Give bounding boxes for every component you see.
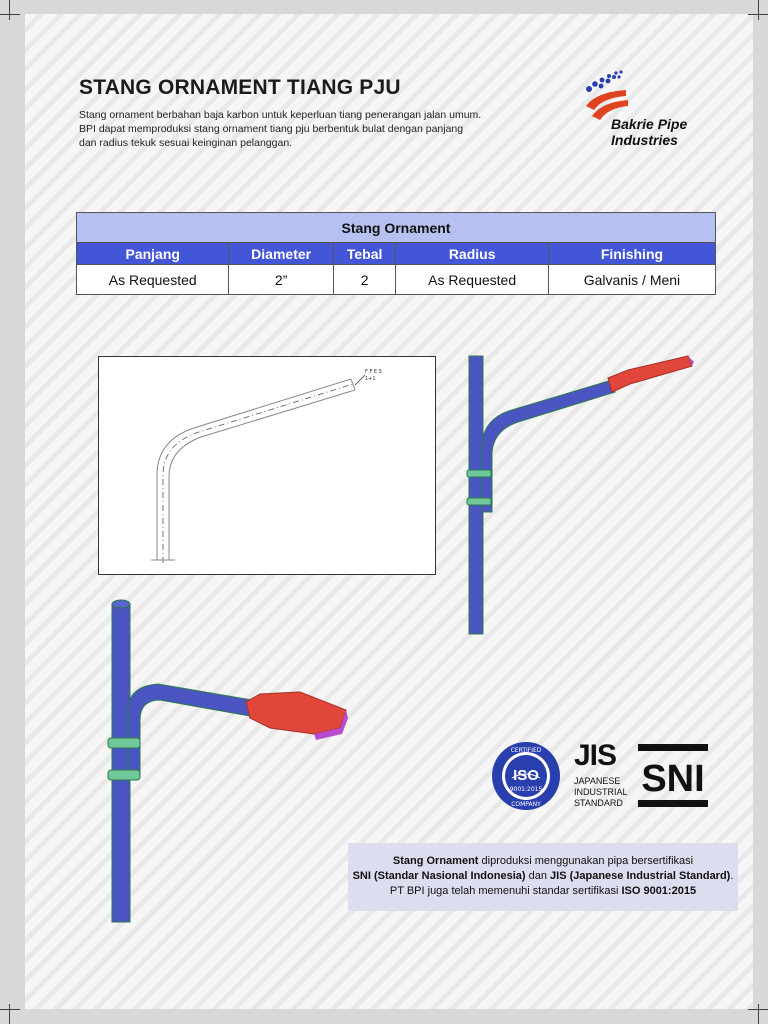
jis-mark: JIS (574, 739, 617, 772)
iso-label: ISO (513, 767, 539, 784)
note-text: . (730, 870, 734, 882)
jis-caption-line: INDUSTRIAL (574, 787, 628, 797)
description-line: BPI dapat memproduksi stang ornament tiang pju berbentuk bulat dengan panjang (79, 123, 464, 135)
table-caption: Stang Ornament (77, 213, 716, 243)
jis-caption (574, 776, 628, 809)
crop-mark (0, 14, 20, 15)
pipe-line-drawing (99, 357, 435, 574)
table-cell: As Requested (77, 265, 229, 295)
note-bold: SNI (Standar Nasional Indonesia) (352, 870, 526, 882)
pole-render-side (460, 352, 700, 638)
table-cell: 2 (333, 265, 396, 295)
technical-drawing (98, 356, 436, 575)
company-name-line: Industries (611, 132, 678, 148)
jis-caption-line: STANDARD (574, 798, 623, 808)
pole-render-front (100, 596, 360, 926)
crop-mark (758, 1004, 759, 1024)
svg-text:1+1: 1+1 (365, 376, 376, 382)
iso-badge-icon (490, 740, 562, 812)
spec-table (76, 212, 716, 295)
note-line-2 (348, 869, 738, 884)
iso-bottom-label: COMPANY (511, 801, 541, 808)
table-header: Panjang (77, 243, 229, 265)
note-bold: ISO 9001:2015 (621, 885, 697, 897)
company-name-line: Bakrie Pipe (611, 116, 688, 132)
table-header: Radius (396, 243, 548, 265)
sni-label: SNI (641, 758, 705, 800)
note-text: diproduksi menggunakan pipa bersertifikasi (478, 855, 694, 867)
certification-note (348, 843, 738, 911)
table-row (77, 265, 716, 295)
iso-number: 9001:2015 (509, 786, 543, 793)
company-name (611, 116, 687, 148)
sni-logo (638, 744, 710, 808)
note-text: PT BPI juga telah memenuhi standar sertifikasi (389, 885, 622, 897)
description-line: dan radius tekuk sesuai keinginan pelanggan. (79, 137, 293, 149)
crop-mark (748, 1009, 768, 1010)
svg-text:F F E S: F F E S (365, 369, 382, 375)
iso-top-label: CERTIFIED (510, 747, 542, 754)
table-cell: Galvanis / Meni (548, 265, 715, 295)
note-bold: Stang Ornament (392, 855, 479, 867)
crop-mark (748, 14, 768, 15)
description-line: Stang ornament berbahan baja karbon untuk keperluan tiang penerangan jalan umum. (79, 109, 482, 121)
jis-caption-line: JAPANESE (574, 776, 621, 786)
note-text: dan (525, 870, 551, 882)
crop-mark (758, 0, 759, 20)
table-header-row (77, 243, 716, 265)
note-bold: JIS (Japanese Industrial Standard) (550, 870, 731, 882)
note-line-3 (348, 884, 738, 899)
table-header: Finishing (548, 243, 715, 265)
page-title: STANG ORNAMENT TIANG PJU (79, 76, 401, 99)
table-cell: As Requested (396, 265, 548, 295)
table-header: Diameter (229, 243, 333, 265)
crop-mark (9, 0, 10, 20)
note-line-1 (348, 854, 738, 869)
crop-mark (9, 1004, 10, 1024)
crop-mark (0, 1009, 20, 1010)
table-header: Tebal (333, 243, 396, 265)
description (79, 108, 539, 150)
table-cell: 2” (229, 265, 333, 295)
